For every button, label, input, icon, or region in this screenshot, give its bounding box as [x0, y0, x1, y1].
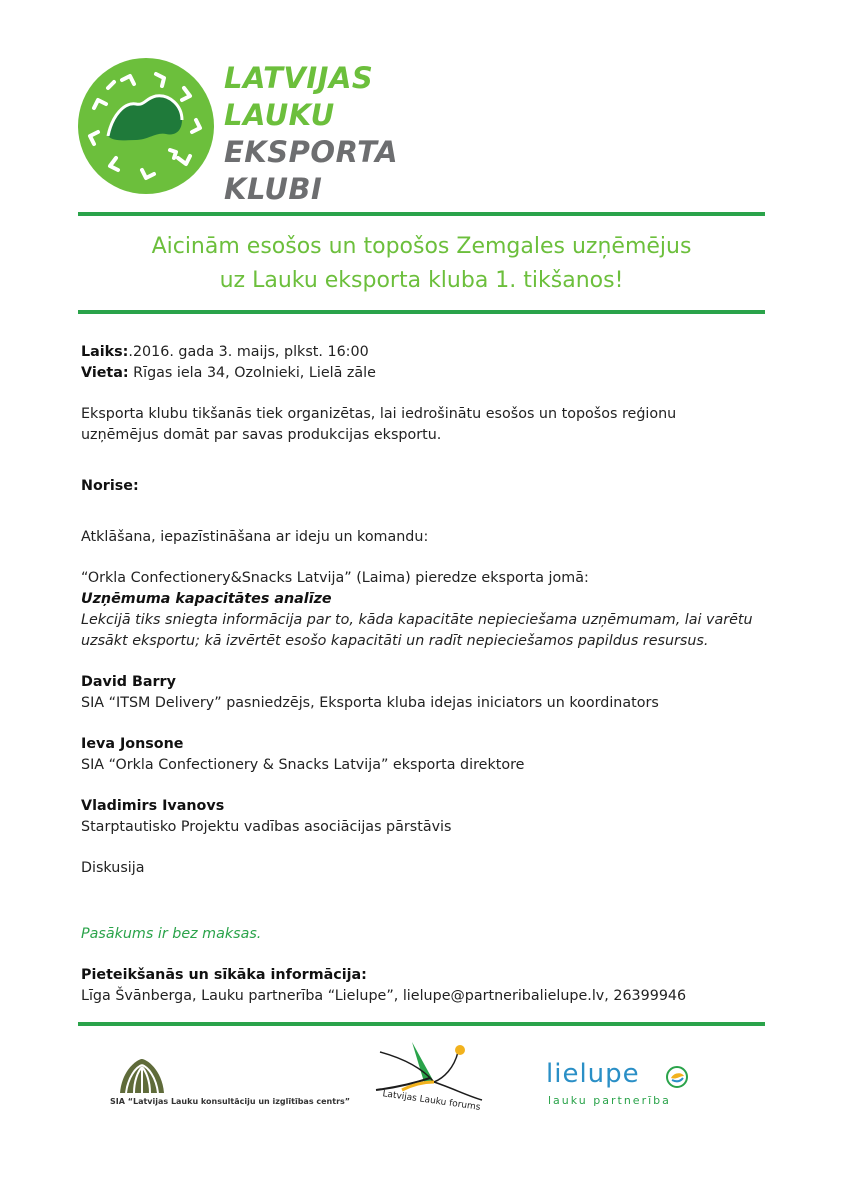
intro-line-2: uzņēmējus domāt par savas produkcijas eksportu.: [81, 427, 442, 443]
lielupe-logo: [546, 1060, 696, 1110]
logo-line-1: LATVIJAS: [224, 61, 374, 95]
agenda-item-orkla: “Orkla Confectionery&Snacks Latvija” (Laima) pieredze eksporta jomā:: [81, 570, 589, 586]
headline-line-1: Aicinām esošos un topošos Zemgales uzņēmējus: [151, 234, 692, 259]
place-label: Vieta:: [81, 365, 129, 381]
discussion-item: Diskusija: [81, 860, 145, 876]
contact-heading: Pieteikšanās un sīkāka informācija:: [81, 967, 367, 983]
lielupe-title: lielupe: [546, 1059, 640, 1089]
forum-label: Latvijas Lauku forums: [381, 1089, 481, 1113]
forum-logo: [372, 1038, 502, 1118]
llkc-emblem-icon: [112, 1055, 172, 1095]
contact-details: Līga Švānberga, Lauku partnerība “Lielupe”, lielupe@partneribalielupe.lv, 26399946: [81, 988, 687, 1004]
intro-line-1: Eksporta klubu tikšanās tiek organizētas, lai iedrošinātu esošos un topošos reģionu: [81, 406, 677, 422]
time-row: [81, 342, 781, 363]
logo-line-2: LAUKU: [224, 98, 335, 132]
agenda-desc-line-1: Lekcijā tiks sniegta informācija par to, kāda kapacitāte nepieciešama uzņēmumam, lai varētu: [81, 612, 753, 628]
middle-divider: [78, 310, 765, 314]
logo-line-4: KLUBI: [224, 172, 323, 206]
bottom-divider: [78, 1022, 765, 1026]
agenda-desc-line-2: uzsākt eksportu; kā izvērtēt esošo kapacitāti un radīt nepieciešamos papildus resursus.: [81, 633, 709, 649]
speaker-name: Vladimirs Ivanovs: [81, 798, 225, 814]
logo-emblem: [78, 58, 214, 194]
headline-line-2: uz Lauku eksporta kluba 1. tikšanos!: [219, 268, 624, 293]
logo-wordmark: [224, 60, 398, 208]
time-label: Laiks:: [81, 344, 129, 360]
top-divider: [78, 212, 765, 216]
agenda-item-opening: Atklāšana, iepazīstināšana ar ideju un komandu:: [81, 529, 429, 545]
headline: [78, 230, 765, 298]
llkc-label: SIA “Latvijas Lauku konsultāciju un izglītības centrs”: [110, 1097, 351, 1106]
place-row: [81, 363, 781, 384]
lielupe-subtitle: lauku partnerība: [548, 1094, 671, 1107]
speaker-role: Starptautisko Projektu vadības asociācijas pārstāvis: [81, 819, 452, 835]
agenda-heading: Norise:: [81, 478, 139, 494]
free-note: Pasākums ir bez maksas.: [81, 926, 262, 942]
speaker-name: David Barry: [81, 674, 176, 690]
speaker-name: Ieva Jonsone: [81, 736, 184, 752]
event-body: [81, 342, 781, 1007]
llkc-logo: [110, 1055, 350, 1115]
logo-line-3: EKSPORTA: [224, 135, 399, 169]
time-value: .2016. gada 3. maijs, plkst. 16:00: [128, 344, 369, 360]
place-value: Rīgas iela 34, Ozolnieki, Lielā zāle: [128, 365, 376, 381]
speaker-role: SIA “Orkla Confectionery & Snacks Latvija” eksporta direktore: [81, 757, 525, 773]
lielupe-leaf-icon: [666, 1066, 688, 1088]
agenda-item-subtitle: Uzņēmuma kapacitātes analīze: [81, 591, 332, 607]
speaker-role: SIA “ITSM Delivery” pasniedzējs, Eksporta kluba idejas iniciators un koordinators: [81, 695, 659, 711]
